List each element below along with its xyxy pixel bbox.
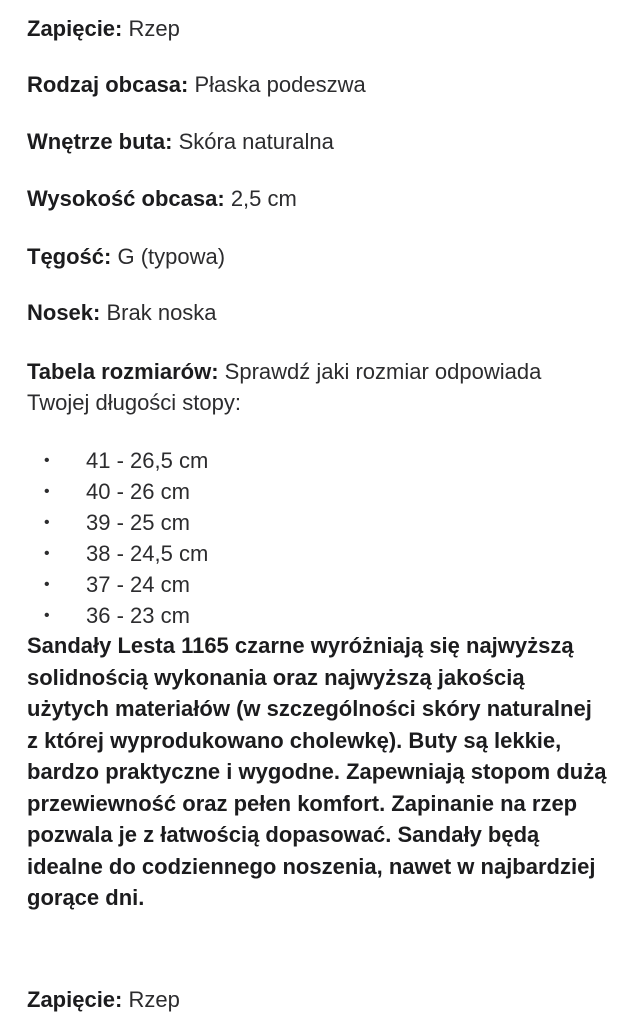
spec-label: Zapięcie:	[27, 16, 123, 41]
spec-value: G (typowa)	[117, 244, 226, 269]
bullet-icon: •	[44, 452, 50, 469]
bullet-icon: •	[44, 514, 50, 531]
spec-value: Rzep	[128, 16, 180, 41]
size-entry: 41 - 26,5 cm	[86, 448, 209, 473]
size-table-label: Tabela rozmiarów:	[27, 359, 219, 384]
product-description: Sandały Lesta 1165 czarne wyróżniają się najwyższą solidnością wykonania oraz najwyższą jakością użytych materiałów (w szczególności skóry naturalnej z której wyprodukowano cholewkę). Buty są lekkie, bardzo praktyczne i wygodne. Zapewniają stopom dużą przewiewność oraz pełen komfort. Zapinanie na rzep pozwala je z łatwością dopasować. Sandały będą idealne do codziennego noszenia, nawet w najbardziej gorące dni.	[27, 633, 607, 910]
spec-label: Zapięcie:	[27, 987, 123, 1012]
spec-label: Tęgość:	[27, 244, 112, 269]
spec-value: Skóra naturalna	[178, 129, 334, 154]
size-entry: 36 - 23 cm	[86, 603, 190, 628]
spec-lining	[27, 127, 334, 157]
size-table-text: Sprawdź jaki rozmiar odpowiada Twojej długości stopy:	[27, 359, 542, 415]
spec-heel-height	[27, 184, 297, 214]
bullet-icon: •	[44, 483, 50, 500]
spec-label: Rodzaj obcasa:	[27, 72, 189, 97]
spec-value: Brak noska	[106, 300, 217, 325]
size-entry: 40 - 26 cm	[86, 479, 190, 504]
bullet-icon: •	[44, 607, 50, 624]
size-entry: 37 - 24 cm	[86, 572, 190, 597]
spec-toe	[27, 298, 217, 328]
spec-value: Rzep	[128, 987, 180, 1012]
spec-label: Wnętrze buta:	[27, 129, 173, 154]
spec-value: Płaska podeszwa	[194, 72, 366, 97]
spec-label: Nosek:	[27, 300, 101, 325]
size-entry: 38 - 24,5 cm	[86, 541, 209, 566]
spec-value: 2,5 cm	[230, 186, 297, 211]
spec-fastening	[27, 14, 180, 44]
size-entry: 39 - 25 cm	[86, 510, 190, 535]
spec-label: Wysokość obcasa:	[27, 186, 225, 211]
spec-width	[27, 242, 225, 272]
spec-fastening-repeat	[27, 985, 180, 1015]
size-table-intro	[27, 356, 587, 418]
spec-heel-type	[27, 70, 366, 100]
bullet-icon: •	[44, 576, 50, 593]
bullet-icon: •	[44, 545, 50, 562]
